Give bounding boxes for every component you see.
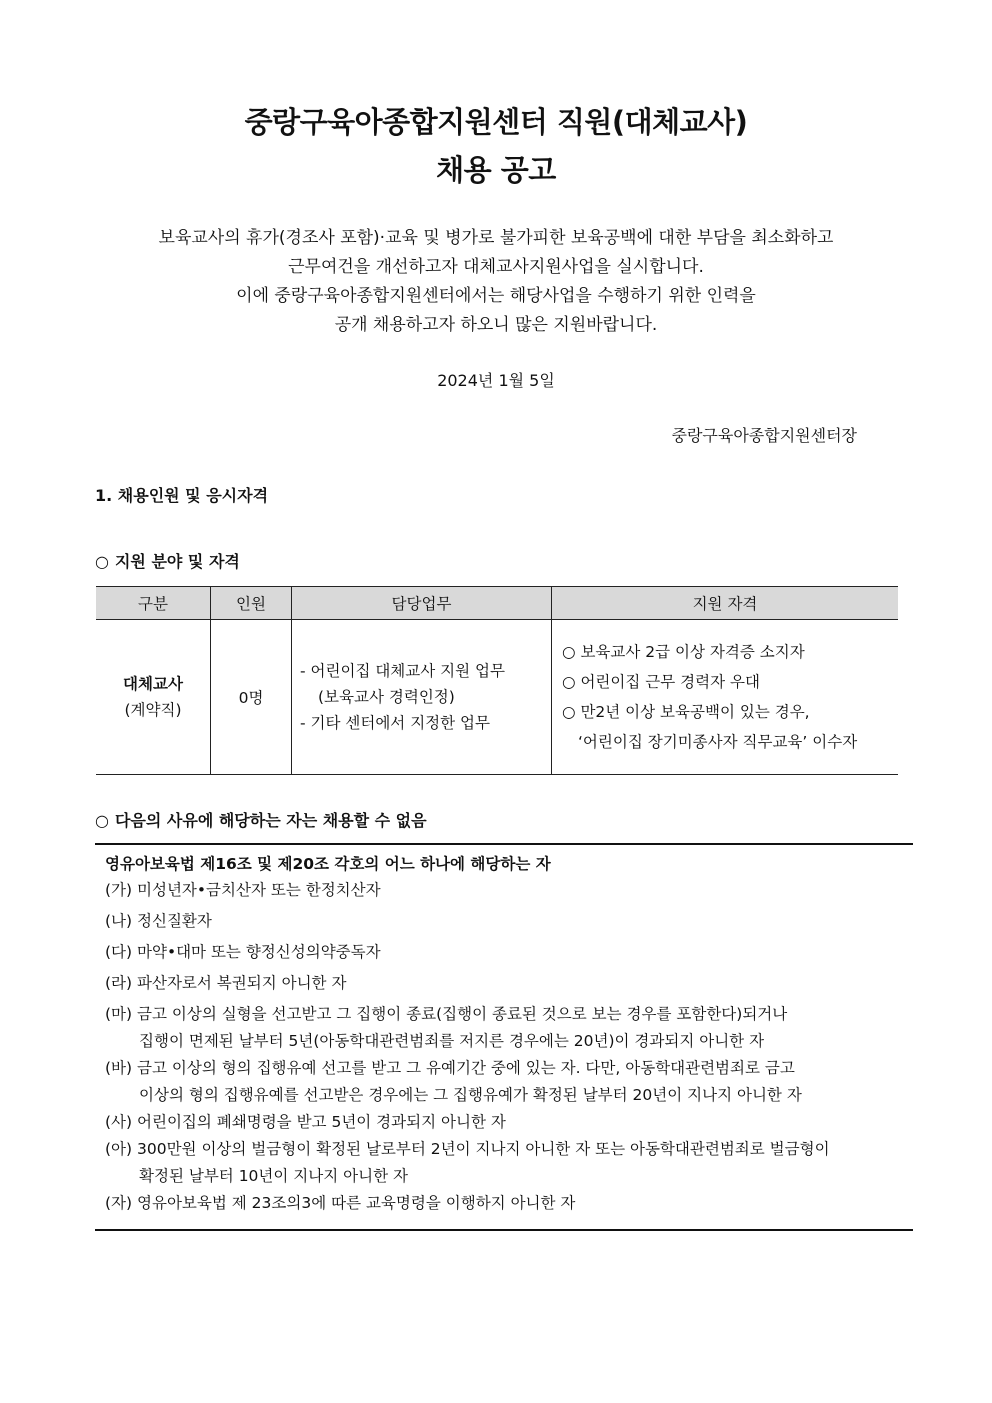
duty-line: - 기타 센터에서 지정한 업무 xyxy=(300,714,491,732)
qualification-table xyxy=(96,586,898,775)
intro-paragraph xyxy=(0,224,992,340)
list-item: (바) 금고 이상의 형의 집행유예 선고를 받고 그 유예기간 중에 있는 자. 다만, 아동학대관련범죄로 금고 xyxy=(105,1059,795,1077)
announcement-date: 2024년 1월 5일 xyxy=(437,371,555,390)
list-item: (라) 파산자로서 복권되지 아니한 자 xyxy=(105,974,347,992)
table-row xyxy=(96,620,898,775)
list-item: (가) 미성년자•금치산자 또는 한정치산자 xyxy=(105,881,381,899)
cell-duties xyxy=(292,620,552,775)
qualification-line: ○ 어린이집 근무 경력자 우대 xyxy=(562,673,760,691)
list-item: (마) 금고 이상의 실형을 선고받고 그 집행이 종료(집행이 종료된 것으로 보는 경우를 포함한다)되거나 xyxy=(105,1005,788,1023)
section-heading-label: 지원 분야 및 자격 xyxy=(114,552,240,571)
section-heading-qualifications xyxy=(95,549,240,572)
qualification-line: ○ 보육교사 2급 이상 자격증 소지자 xyxy=(562,643,805,661)
cell-qualifications xyxy=(552,620,899,775)
list-item: (자) 영유아보육법 제 23조의3에 따른 교육명령을 이행하지 아니한 자 xyxy=(105,1194,576,1212)
list-item: (아) 300만원 이상의 벌금형이 확정된 날로부터 2년이 지나지 아니한 자 또는 아동학대관련범죄로 벌금형이 xyxy=(105,1140,830,1158)
intro-line: 근무여건을 개선하고자 대체교사지원사업을 실시합니다. xyxy=(288,257,704,277)
table-header-row xyxy=(96,587,898,620)
disqualification-box xyxy=(95,843,913,1231)
section-heading-disqualifications xyxy=(95,808,427,831)
type-main: 대체교사 xyxy=(123,675,183,693)
type-sub: (계약직) xyxy=(124,701,182,719)
cell-type xyxy=(96,620,211,775)
list-item: (다) 마약•대마 또는 향정신성의약중독자 xyxy=(105,943,381,961)
intro-line: 이에 중랑구육아종합지원센터에서는 해당사업을 수행하기 위한 인력을 xyxy=(236,286,756,306)
page-title: 중랑구육아종합지원센터 직원(대체교사) xyxy=(244,105,748,139)
list-item: (나) 정신질환자 xyxy=(105,912,212,930)
header-duties: 담당업무 xyxy=(292,587,552,620)
qualification-line: ‘어린이집 장기미종사자 직무교육’ 이수자 xyxy=(578,733,858,751)
header-type: 구분 xyxy=(96,587,211,620)
signer: 중랑구육아종합지원센터장 xyxy=(671,426,857,445)
header-qualifications: 지원 자격 xyxy=(552,587,899,620)
page-subtitle: 채용 공고 xyxy=(436,153,556,187)
duty-line: (보육교사 경력인정) xyxy=(318,688,455,706)
section-heading-recruitment: 1. 채용인원 및 응시자격 xyxy=(95,486,269,505)
qualification-line: ○ 만2년 이상 보육공백이 있는 경우, xyxy=(562,703,810,721)
cell-count: 0명 xyxy=(211,620,292,775)
list-item-continuation: 집행이 면제된 날부터 5년(아동학대관련범죄를 저지른 경우에는 20년)이 경과되지 아니한 자 xyxy=(139,1032,765,1050)
list-item-continuation: 이상의 형의 집행유예를 선고받은 경우에는 그 집행유예가 확정된 날부터 20년이 지나지 아니한 자 xyxy=(139,1086,802,1104)
list-item: (사) 어린이집의 폐쇄명령을 받고 5년이 경과되지 아니한 자 xyxy=(105,1113,506,1131)
list-item-continuation: 확정된 날부터 10년이 지나지 아니한 자 xyxy=(139,1167,408,1185)
duty-line: - 어린이집 대체교사 지원 업무 xyxy=(300,662,505,680)
section-heading-label: 다음의 사유에 해당하는 자는 채용할 수 없음 xyxy=(114,811,427,830)
intro-line: 보육교사의 휴가(경조사 포함)·교육 및 병가로 불가피한 보육공백에 대한 부담을 최소화하고 xyxy=(158,228,834,248)
header-count: 인원 xyxy=(211,587,292,620)
circle-bullet-icon: ○ xyxy=(95,811,109,830)
intro-line: 공개 채용하고자 하오니 많은 지원바랍니다. xyxy=(334,315,658,335)
circle-bullet-icon: ○ xyxy=(95,552,109,571)
disqualification-header: 영유아보육법 제16조 및 제20조 각호의 어느 하나에 해당하는 자 xyxy=(105,855,551,873)
